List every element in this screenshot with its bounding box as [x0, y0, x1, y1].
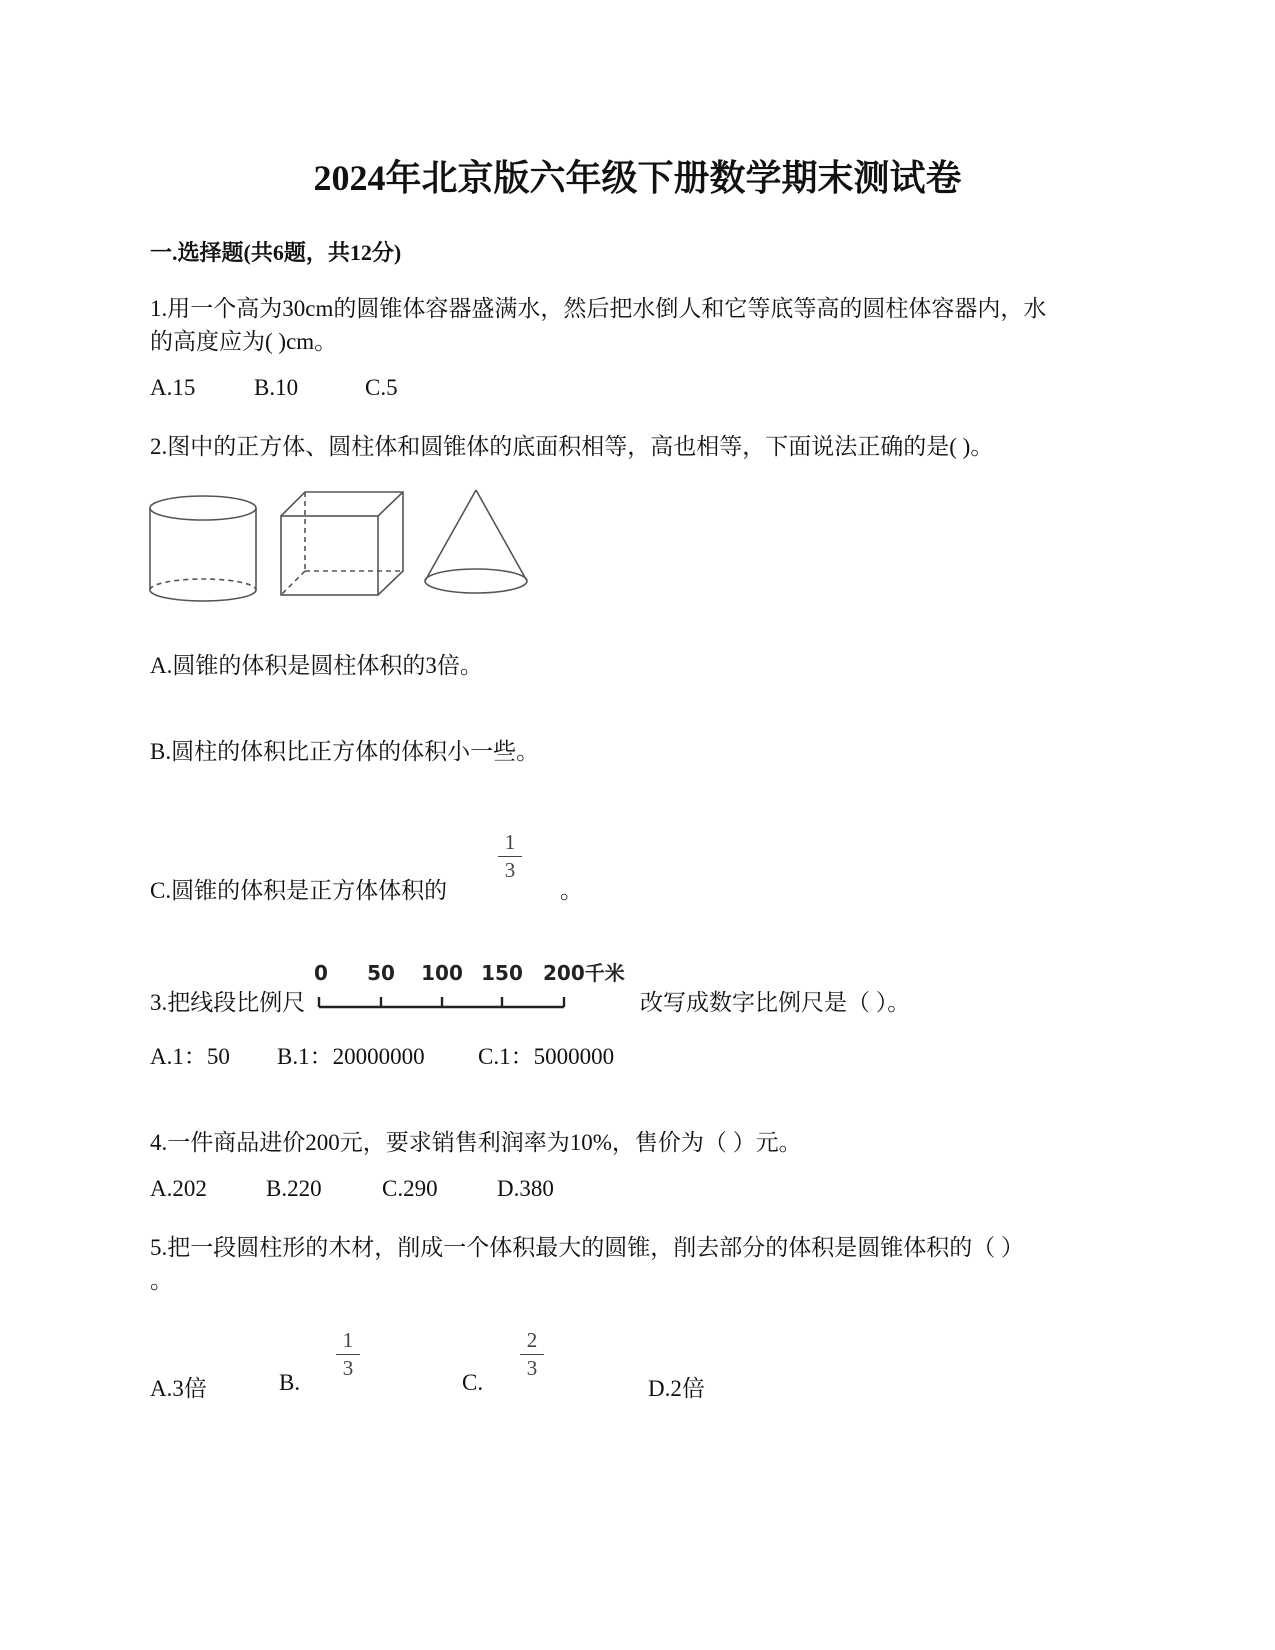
question-4-option-a: A.202 [150, 1176, 207, 1201]
fraction-bar [336, 1354, 360, 1355]
page-title: 2024年北京版六年级下册数学期末测试卷 [313, 158, 962, 198]
scale-label-0: 0 [315, 961, 328, 985]
fraction-numerator: 1 [504, 830, 516, 854]
scale-label-50: 50 [367, 961, 395, 985]
section-heading: 一.选择题(共6题，共12分) [150, 240, 402, 265]
question-5-option-b: B. [279, 1370, 301, 1395]
question-4-option-c: C.290 [382, 1176, 438, 1201]
scale-label-100: 100 [421, 961, 463, 985]
question-2-option-b: B.圆柱的体积比正方体的体积小一些。 [150, 739, 540, 764]
question-3-prefix: 3.把线段比例尺 [150, 990, 306, 1015]
question-2-stem: 2.图中的正方体、圆柱体和圆锥体的底面积相等，高也相等，下面说法正确的是( )。 [150, 434, 994, 459]
scale-label-150: 150 [481, 961, 523, 985]
fraction-denominator: 3 [342, 1356, 354, 1380]
question-4-option-d: D.380 [497, 1176, 554, 1201]
question-1-option-b: B.10 [254, 375, 299, 400]
fraction-denominator: 3 [504, 858, 516, 882]
fraction-denominator: 3 [526, 1356, 538, 1380]
question-1-line-1: 1.用一个高为30cm的圆锥体容器盛满水，然后把水倒人和它等底等高的圆柱体容器内，水 [150, 296, 1047, 321]
question-5-line-1: 5.把一段圆柱形的木材，削成一个体积最大的圆锥，削去部分的体积是圆锥体积的（ ） [150, 1235, 1024, 1260]
fraction-bar [498, 856, 522, 857]
question-2-option-a: A.圆锥的体积是圆柱体积的3倍。 [150, 653, 483, 678]
question-5-option-c: C. [462, 1370, 484, 1395]
question-5-line-2: 。 [150, 1268, 173, 1293]
question-4-option-b: B.220 [266, 1176, 322, 1201]
question-3-option-b: B.1：20000000 [277, 1044, 425, 1069]
question-2-option-c-end: 。 [560, 878, 583, 903]
question-4-stem: 4.一件商品进价200元，要求销售利润率为10%，售价为（ ）元。 [150, 1130, 802, 1155]
fraction-option-c [520, 1330, 544, 1379]
question-3-suffix: 改写成数字比例尺是（ ）。 [640, 990, 911, 1015]
question-3-option-c: C.1：5000000 [478, 1044, 615, 1069]
question-1-option-a: A.15 [150, 375, 196, 400]
scale-ruler [319, 997, 564, 1007]
cone-icon [425, 490, 527, 593]
scale-label-200: 200千米 [543, 961, 625, 985]
cylinder-icon [150, 496, 256, 601]
fraction-one-third [498, 832, 522, 881]
question-1-option-c: C.5 [365, 375, 398, 400]
solids-figure [148, 488, 548, 616]
question-3-option-a: A.1：50 [150, 1044, 230, 1069]
fraction-option-b [336, 1330, 360, 1379]
cube-icon [281, 492, 403, 595]
question-5-option-d: D.2倍 [648, 1376, 705, 1401]
question-1-line-2: 的高度应为( )cm。 [150, 329, 338, 354]
fraction-numerator: 1 [342, 1328, 354, 1352]
fraction-numerator: 2 [526, 1328, 538, 1352]
fraction-bar [520, 1354, 544, 1355]
line-scale-bar [315, 958, 645, 1020]
question-2-option-c: C.圆锥的体积是正方体体积的 [150, 878, 448, 903]
question-5-option-a: A.3倍 [150, 1376, 207, 1401]
